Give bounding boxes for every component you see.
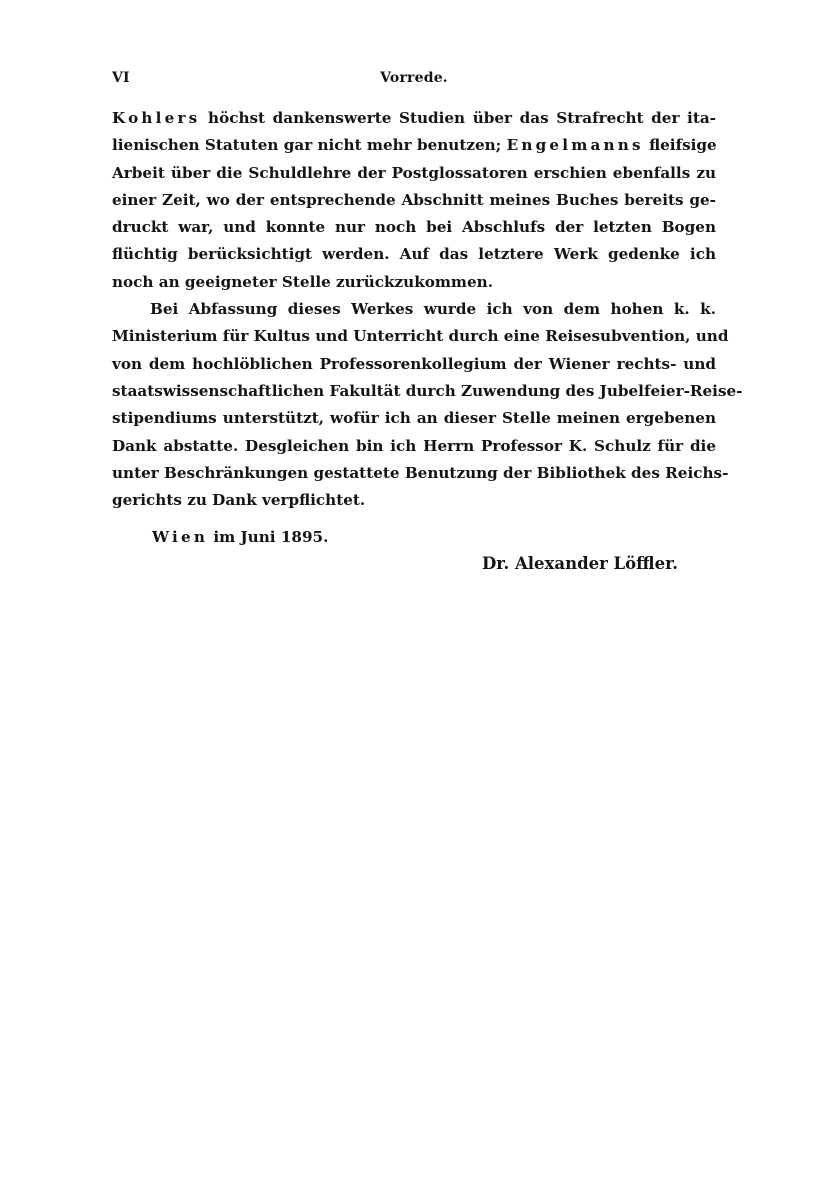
text-line: flüchtig berücksichtigt werden. Auf das letztere Werk gedenke ich bbox=[112, 245, 716, 264]
text-line: Ministerium für Kultus und Unterricht durch eine Reisesubvention, und bbox=[112, 327, 729, 346]
signature: Dr. Alexander Löffler. bbox=[482, 554, 678, 573]
text-line-segment: lienischen Statuten gar nicht mehr benutzen; bbox=[112, 136, 502, 155]
author-name-kohler: Kohlers bbox=[112, 109, 201, 127]
place-name: Wien bbox=[152, 528, 209, 546]
text-line: druckt war, und konnte nur noch bei Abschlufs der letzten Bogen bbox=[112, 218, 716, 237]
running-title: Vorrede. bbox=[380, 70, 448, 86]
text-line: einer Zeit, wo der entsprechende Abschnitt meines Buches bereits ge- bbox=[112, 190, 716, 209]
text-line: Arbeit über die Schuldlehre der Postglossatoren erschien ebenfalls zu bbox=[112, 163, 716, 182]
running-head bbox=[112, 70, 716, 90]
text-line bbox=[112, 132, 716, 159]
text-line: von dem hochlöblichen Professorenkollegium der Wiener rechts- und bbox=[112, 354, 716, 373]
text-line-segment: fleifsige bbox=[649, 136, 717, 155]
text-line-segment: höchst dankenswerte Studien über das Strafrecht der ita- bbox=[200, 109, 716, 127]
text-line: Dank abstatte. Desgleichen bin ich Herrn Professor K. Schulz für die bbox=[112, 436, 716, 455]
text-line: stipendiums unterstützt, wofür ich an dieser Stelle meinen ergebenen bbox=[112, 409, 716, 428]
text-line: unter Beschränkungen gestattete Benutzung der Bibliothek des Reichs- bbox=[112, 463, 729, 482]
date-text: im Juni 1895. bbox=[208, 528, 329, 546]
text-line: Bei Abfassung dieses Werkes wurde ich von dem hohen k. k. bbox=[150, 300, 716, 319]
author-name-engelmann: Engelmanns bbox=[506, 136, 644, 155]
page-number: VI bbox=[112, 70, 130, 86]
dateline bbox=[152, 524, 328, 551]
text-line: staatswissenschaftlichen Fakultät durch Zuwendung des Jubelfeier-Reise- bbox=[112, 381, 743, 400]
text-line: gerichts zu Dank verpflichtet. bbox=[112, 491, 366, 510]
text-line bbox=[112, 105, 716, 132]
body-text bbox=[112, 105, 743, 514]
text-line: noch an geeigneter Stelle zurückzukommen. bbox=[112, 272, 493, 291]
